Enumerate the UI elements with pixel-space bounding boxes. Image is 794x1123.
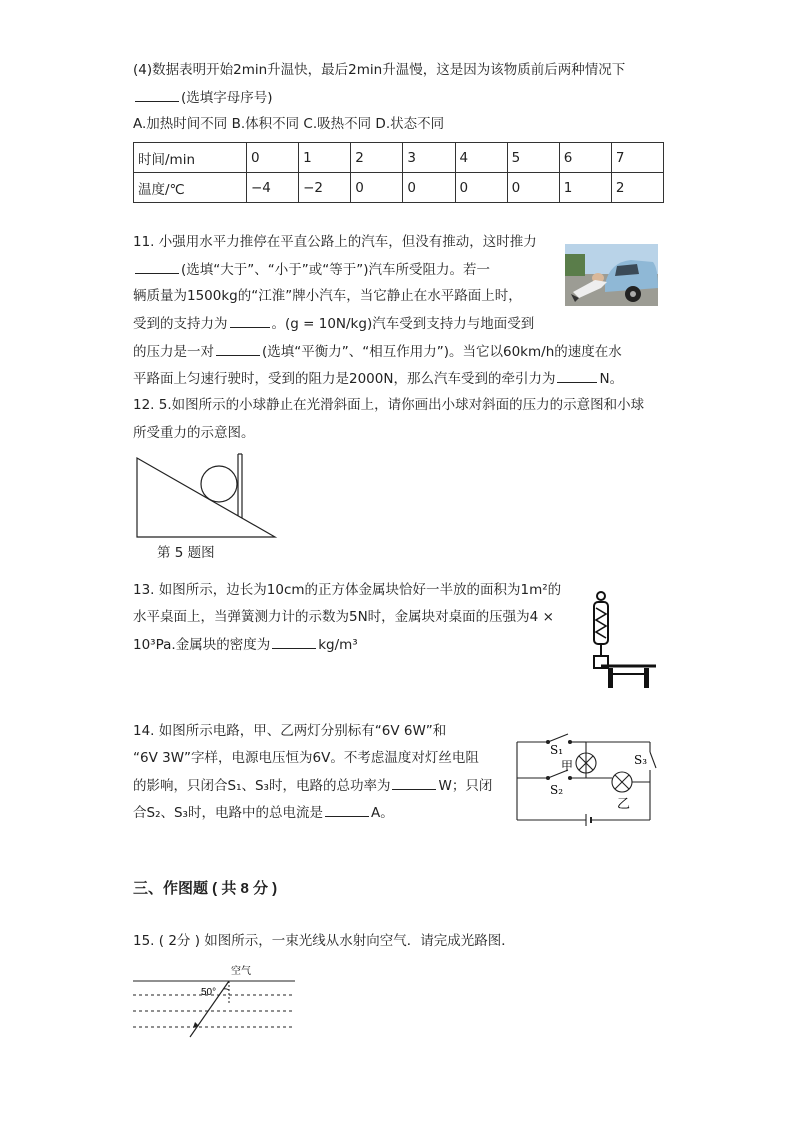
- q14-line4-b: A。: [370, 805, 394, 821]
- q11-line4-a: 受到的支持力为: [133, 316, 228, 332]
- q13-line3: [133, 634, 358, 655]
- circuit-diagram: [516, 730, 658, 825]
- spring-scale-figure: [586, 590, 658, 690]
- q13-line1: 13. 如图所示，边长为10cm的正方体金属块恰好一半放的面积为1m²的: [133, 582, 562, 598]
- q14-line3: [133, 775, 492, 796]
- table-cell: 4: [455, 143, 507, 173]
- car-push-illustration: [565, 244, 658, 306]
- q13-line3-b: kg/m³: [318, 637, 358, 653]
- q14-line4-a: 合S₂、S₃时，电路中的总电流是: [133, 805, 323, 821]
- q14-line2: “6V 3W”字样，电源电压恒为6V。不考虑温度对灯丝电阻: [133, 750, 479, 766]
- table-cell: 1: [559, 173, 611, 203]
- q11-line2-text: (选填“大于”、“小于”或“等于”)汽车所受阻力。若一: [181, 262, 490, 278]
- answer-blank[interactable]: [392, 775, 436, 790]
- answer-blank[interactable]: [557, 368, 597, 383]
- q10-part4-line1: (4)数据表明开始2min升温快，最后2min升温慢，这是因为该物质前后两种情况下: [133, 62, 626, 78]
- refraction-figure: [133, 964, 303, 1044]
- q11-line6: [133, 368, 623, 389]
- section-title: 三、作图题 ( 共 8 分 ): [133, 880, 278, 897]
- table-row: [134, 173, 664, 203]
- table-cell: 3: [403, 143, 455, 173]
- answer-blank[interactable]: [135, 87, 179, 102]
- q11-line4-b: 。(g = 10N/kg)汽车受到支持力与地面受到: [271, 316, 535, 332]
- q14-line3-b: W；只闭: [438, 778, 493, 794]
- answer-blank[interactable]: [272, 634, 316, 649]
- table-cell: 0: [247, 143, 299, 173]
- figure-caption: 第 5 题图: [157, 545, 215, 561]
- q14-line4: [133, 802, 394, 823]
- table-cell: 2: [351, 143, 403, 173]
- q14-line1: 14. 如图所示电路，甲、乙两灯分别标有“6V 6W”和: [133, 723, 447, 739]
- table-cell: 2: [611, 173, 663, 203]
- angle-label: 50°: [201, 987, 217, 998]
- q10-part4-hint: (选填字母序号): [181, 90, 273, 106]
- answer-blank[interactable]: [135, 259, 179, 274]
- q10-part4-line2: [133, 87, 273, 108]
- q11-line6-b: N。: [599, 371, 624, 387]
- q11-line6-a: 平路面上匀速行驶时，受到的阻力是2000N，那么汽车受到的牵引力为: [133, 371, 556, 387]
- answer-blank[interactable]: [216, 341, 260, 356]
- table-row: [134, 143, 664, 173]
- q11-line1: 11. 小强用水平力推停在平直公路上的汽车，但没有推动，这时推力: [133, 234, 537, 250]
- row-label-time: 时间/min: [134, 143, 247, 173]
- incline-ball-figure: [130, 450, 280, 542]
- air-label: 空气: [231, 966, 251, 977]
- lamp-jia-label: 甲: [561, 759, 574, 773]
- table-cell: 0: [351, 173, 403, 203]
- answer-blank[interactable]: [230, 313, 270, 328]
- q13-line3-a: 10³Pa.金属块的密度为: [133, 637, 271, 653]
- switch-s1-label: S₁: [550, 743, 564, 757]
- q11-line5-a: 的压力是一对: [133, 344, 214, 360]
- q13-line2: 水平桌面上，当弹簧测力计的示数为5N时，金属块对桌面的压强为4 ×: [133, 609, 554, 625]
- q11-line5: [133, 341, 622, 362]
- q12-line1: 12. 5.如图所示的小球静止在光滑斜面上，请你画出小球对斜面的压力的示意图和小球: [133, 397, 645, 413]
- table-cell: 0: [455, 173, 507, 203]
- q14-line3-a: 的影响，只闭合S₁、S₃时，电路的总功率为: [133, 778, 391, 794]
- table-cell: −4: [247, 173, 299, 203]
- switch-s3-label: S₃: [634, 753, 648, 767]
- car-push-photo: [565, 244, 658, 306]
- table-cell: −2: [299, 173, 351, 203]
- q11-line4: [133, 313, 534, 334]
- temperature-table: [133, 142, 664, 203]
- table-cell: 1: [299, 143, 351, 173]
- table-cell: 5: [507, 143, 559, 173]
- q11-line2: [133, 259, 490, 280]
- table-cell: 6: [559, 143, 611, 173]
- q12-line2: 所受重力的示意图。: [133, 425, 255, 441]
- q10-options: A.加热时间不同 B.体积不同 C.吸热不同 D.状态不同: [133, 116, 445, 132]
- table-cell: 0: [507, 173, 559, 203]
- switch-s2-label: S₂: [550, 783, 564, 797]
- q11-line3: 辆质量为1500kg的“江淮”牌小汽车，当它静止在水平路面上时，: [133, 288, 522, 304]
- table-cell: 7: [611, 143, 663, 173]
- table-cell: 0: [403, 173, 455, 203]
- q11-line5-b: (选填“平衡力”、“相互作用力”)。当它以60km/h的速度在水: [262, 344, 622, 360]
- q15-line1: 15. ( 2分 ) 如图所示，一束光线从水射向空气．请完成光路图．: [133, 933, 515, 949]
- answer-blank[interactable]: [325, 802, 369, 817]
- row-label-temperature: 温度/℃: [134, 173, 247, 203]
- lamp-yi-label: 乙: [617, 797, 631, 812]
